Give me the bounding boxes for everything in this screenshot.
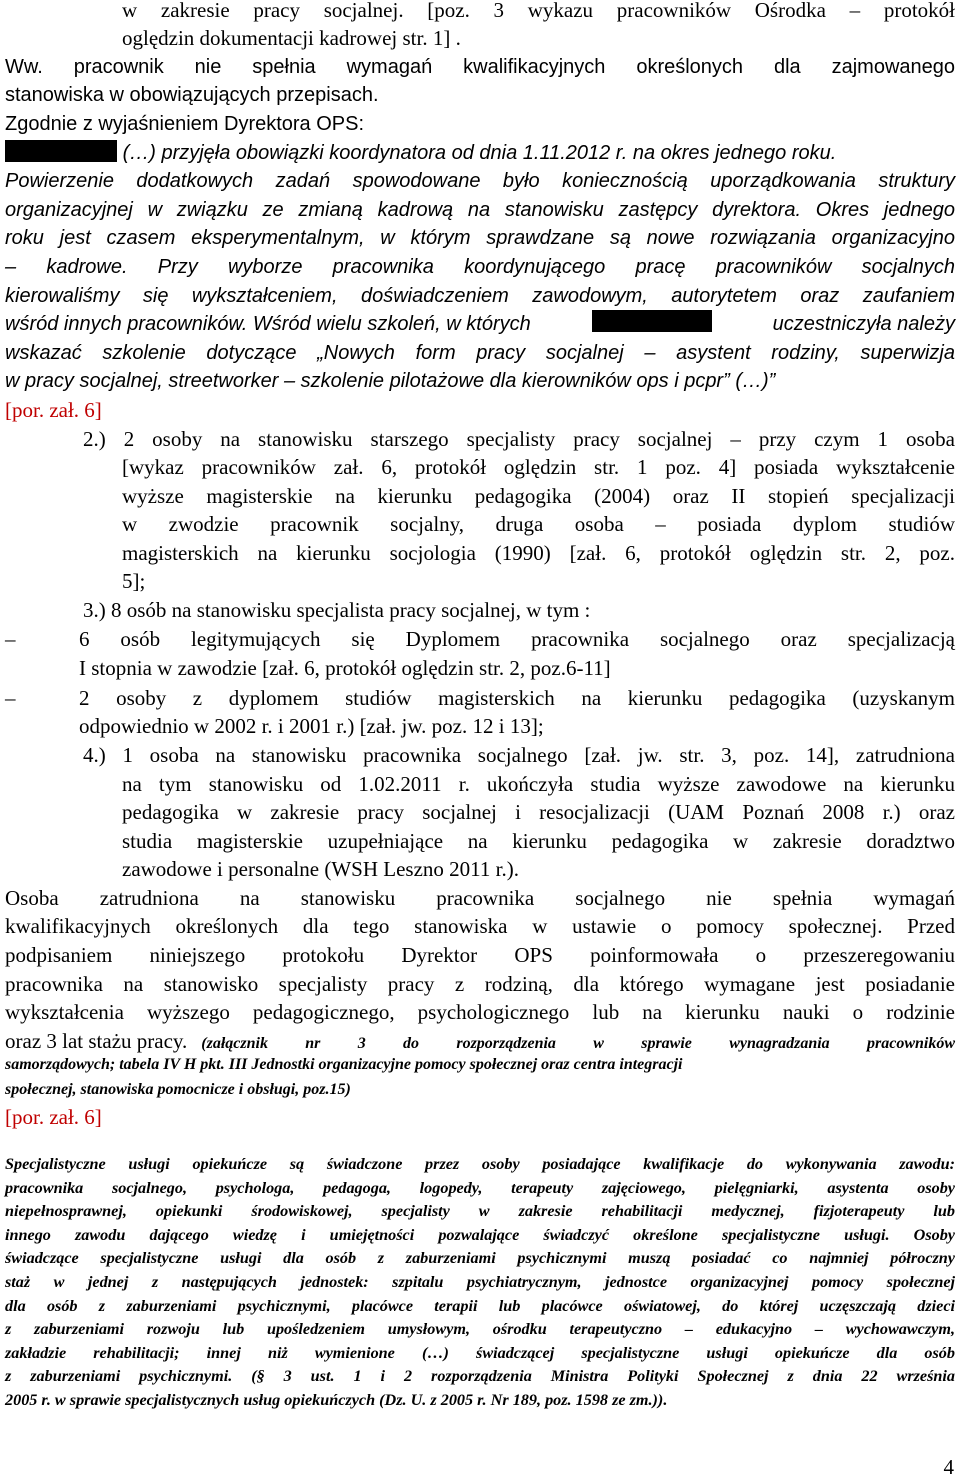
dash-bullet: – <box>5 627 16 651</box>
text-fragment: wśród innych pracowników. Wśród wielu szkoleń, w których <box>5 313 531 335</box>
text-line: oględzin dokumentacji kadrowej str. 1] . <box>122 26 461 50</box>
footnote-line: z zaburzeniami rozwoju lub upośledzeniem umysłowym, ośrodku terapeutyczno – edukacyjno – wychowawczym, <box>5 1320 955 1339</box>
page-number: 4 <box>943 1455 954 1479</box>
text-line: Osoba zatrudniona na stanowisku pracownika socjalnego nie spełnia wymagań <box>5 886 955 910</box>
footnote-line: innego zawodu dającego wiedzę i umiejętności pozwalające świadczyć określone specjalistyczne usługi. Osoby <box>5 1225 955 1244</box>
text-line <box>5 139 955 167</box>
reference-note: [por. zał. 6] <box>5 398 102 422</box>
text-fragment: uczestniczyła należy <box>772 313 955 335</box>
text-line: Ww. pracownik nie spełnia wymagań kwalifikacyjnych określonych dla zajmowanego <box>5 56 955 78</box>
text-line <box>5 310 955 338</box>
footnote-line: zakładzie rehabilitacji; innej niż wymienione (…) świadczącej specjalistyczne usługi opiekuńcze dla osób <box>5 1343 955 1362</box>
redaction-block <box>592 310 712 332</box>
text-line: – kadrowe. Przy wyborze pracownika koordynującego pracę pracowników socjalnych <box>5 256 955 278</box>
text-line: zawodowe i personalne (WSH Leszno 2011 r.). <box>122 857 519 881</box>
list-item-3: 3.) 8 osób na stanowisku specjalista pracy socjalnej, w tym : <box>83 598 591 622</box>
redaction-block <box>5 140 117 162</box>
text-fragment: 6 osób legitymujących się Dyplomem pracownika socjalnego oraz specjalizacją <box>79 627 955 651</box>
footnote-line: dla osób z zaburzeniami psychicznymi, placówce terapii lub placówce oświatowej, do której uczęszczają dzieci <box>5 1296 955 1315</box>
text-line: 5]; <box>122 569 146 593</box>
footnote-line: Specjalistyczne usługi opiekuńcze są świadczone przez osoby posiadające kwalifikacje do wykonywania zawodu: <box>5 1155 955 1173</box>
text-line <box>5 1027 955 1056</box>
citation: społecznej, stanowiska pomocnicze i obsługi, poz.15) <box>5 1081 351 1098</box>
text-line: w zwodzie pracownik socjalny, druga osoba – posiada dyplom studiów <box>122 512 955 536</box>
footnote-line: staż w jednej z następujących jednostek: szpitalu psychiatrycznym, jednostce organizacyjnej pomocy społecznej <box>5 1273 955 1291</box>
citation: samorządowych; tabela IV H pkt. III Jednostki organizacyjne pomocy społecznej oraz centra integracji <box>5 1056 683 1073</box>
text-fragment: (…) przyjęła obowiązki koordynatora od dnia 1.11.2012 r. na okres jednego roku. <box>122 142 837 164</box>
text-line: pracownika na stanowisko specjalisty pracy z rodziną, dla którego wymagane jest posiadanie <box>5 972 955 996</box>
text-line: roku jest czasem eksperymentalnym, w którym sprawdzane są nowe rozwiązania organizacyjno <box>5 227 955 249</box>
text-line: kwalifikacyjnych określonych dla tego stanowiska w ustawie o pomocy społecznej. Przed <box>5 914 955 938</box>
reference-note: [por. zał. 6] <box>5 1105 102 1129</box>
list-item-4: 4.) 1 osoba na stanowisku pracownika socjalnego [zał. jw. str. 3, poz. 14], zatrudniona <box>83 743 955 767</box>
footnote-line: pracownika socjalnego, psychologa, pedagoga, logopedy, terapeuty zajęciowego, pielęgniarki, asystenta osoby <box>5 1178 955 1197</box>
text-line: w pracy socjalnej, streetworker – szkolenie pilotażowe dla kierowników ops i pcpr” (…)” <box>5 370 776 392</box>
dash-bullet: – <box>5 686 16 710</box>
text-line: kierowaliśmy się wykształceniem, doświadczeniem zawodowym, autorytetem oraz zaufaniem <box>5 285 955 307</box>
footnote-line: z zaburzeniami psychicznymi. (§ 3 ust. 1 i 2 rozporządzenia Ministra Polityki Społecznej z dnia 22 września <box>5 1367 955 1386</box>
text-line: magisterskich na kierunku socjologia (1990) [zał. 6, protokół oględzin str. 2, poz. <box>122 541 955 565</box>
text-line: w zakresie pracy socjalnej. [poz. 3 wykazu pracowników Ośrodka – protokół <box>122 0 955 22</box>
citation: (załącznik nr 3 do rozporządzenia w sprawie wynagradzania pracowników <box>201 1035 955 1052</box>
text-line: studia magisterskie uzupełniające na kierunku pedagogika w zakresie doradztwo <box>122 829 955 853</box>
text-line: na tym stanowisku od 1.02.2011 r. ukończyła studia wyższe zawodowe na kierunku <box>122 772 955 796</box>
footnote-line: niepełnosprawnej, opiekunki środowiskowej, specjalisty w zakresie rehabilitacji medycznej, fizjoterapeuty lub <box>5 1202 955 1221</box>
text-line: odpowiednio w 2002 r. i 2001 r.) [zał. jw. poz. 12 i 13]; <box>79 714 544 738</box>
text-line: [wykaz pracowników zał. 6, protokół oględzin str. 1 poz. 4] posiada wykształcenie <box>122 455 955 479</box>
text-line: wykształcenia wyższego pedagogicznego, psychologicznego lub na kierunku nauki o rodzinie <box>5 1000 955 1024</box>
text-line: Zgodnie z wyjaśnieniem Dyrektora OPS: <box>5 113 365 135</box>
text-line: pedagogika w zakresie pracy socjalnej i resocjalizacji (UAM Poznań 2008 r.) oraz <box>122 800 955 824</box>
text-fragment: 2 osoby z dyplomem studiów magisterskich na kierunku pedagogika (uzyskanym <box>79 686 955 710</box>
list-item-2: 2.) 2 osoby na stanowisku starszego specjalisty pracy socjalnej – przy czym 1 osoba <box>83 427 955 451</box>
text-fragment: oraz 3 lat stażu pracy. <box>5 1029 188 1053</box>
text-line: wyższe magisterskie na kierunku pedagogika (2004) oraz II stopień specjalizacji <box>122 484 955 508</box>
text-line: podpisaniem niniejszego protokołu Dyrektor OPS poinformowała o przeszeregowaniu <box>5 943 955 967</box>
text-line: I stopnia w zawodzie [zał. 6, protokół oględzin str. 2, poz.6-11] <box>79 656 611 680</box>
text-line: stanowiska w obowiązujących przepisach. <box>5 84 379 106</box>
footnote-line: świadczące specjalistyczne usługi dla osób z zaburzeniami psychicznymi muszą posiadać co najmniej półroczny <box>5 1249 955 1268</box>
footnote-line: 2005 r. w sprawie specjalistycznych usług opiekuńczych (Dz. U. z 2005 r. Nr 189, poz. 1598 ze zm.)). <box>5 1391 668 1409</box>
text-line: wskazać szkolenie dotyczące „Nowych form pracy socjalnej – asystent rodziny, superwizja <box>5 342 955 364</box>
text-line: organizacyjnej w związku ze zmianą kadrową na stanowisku zastępcy dyrektora. Okres jednego <box>5 199 955 221</box>
text-line: Powierzenie dodatkowych zadań spowodowane było koniecznością uporządkowania struktury <box>5 170 955 192</box>
